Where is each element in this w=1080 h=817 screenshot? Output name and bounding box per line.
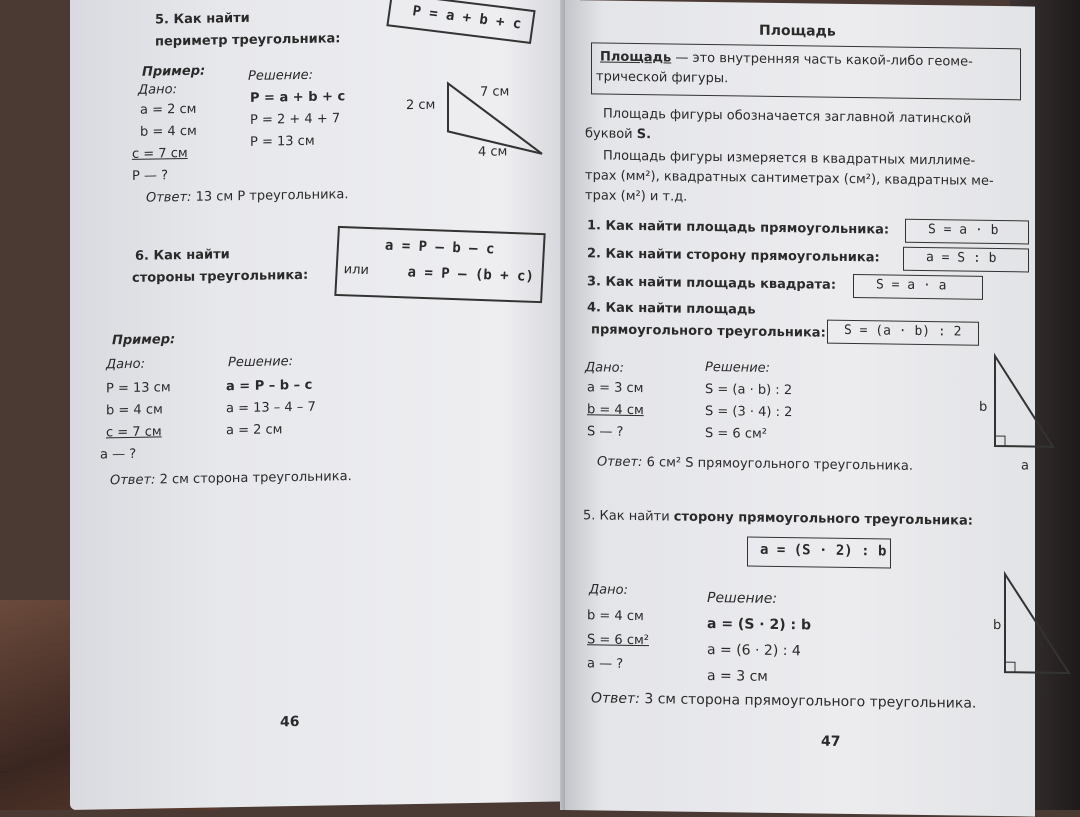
definition-bold: Площадь <box>600 49 672 66</box>
ex1-given-2: c = 7 см <box>132 145 188 162</box>
ex4-given-2: S — ? <box>587 424 624 440</box>
ex4-dano: Дано: <box>585 360 624 376</box>
ex4-reshenie: Решение: <box>705 359 771 376</box>
right-page <box>565 0 1051 817</box>
ex2-dano: Дано: <box>106 356 145 373</box>
ex4-given-0: a = 3 см <box>587 380 644 397</box>
side-formula-box <box>334 226 545 303</box>
list-formula-box-3 <box>853 274 983 300</box>
para1-line2 <box>585 126 651 142</box>
list-formula-2: a = S : b <box>926 250 997 267</box>
left-page <box>70 0 580 810</box>
ex1-given-1: b = 4 см <box>140 123 197 140</box>
perimeter-formula-box <box>386 0 535 44</box>
ex1-answer <box>146 187 348 206</box>
ex4-answer-label: Ответ: <box>597 454 643 471</box>
ex1-sol-1: P = 2 + 4 + 7 <box>250 111 341 128</box>
ex2-sol-2: a = 2 см <box>226 422 283 439</box>
ex5-given-1: S = 6 см² <box>587 632 649 649</box>
list-item-4a: 4. Как найти площадь <box>587 300 756 318</box>
ex1-primer: Пример: <box>142 63 206 80</box>
ex5-answer <box>591 690 976 711</box>
sec5-right-b: сторону прямоугольного треугольника: <box>673 509 973 529</box>
ex1-answer-text: 13 см P треугольника. <box>195 187 349 205</box>
side-formula-2: a = P – (b + c) <box>407 264 535 285</box>
sec6-title1: 6. Как найти <box>135 247 230 264</box>
sec5-title2: периметр треугольника: <box>155 31 341 50</box>
list-formula-3: S = a · a <box>876 277 947 294</box>
ex5-answer-label: Ответ: <box>591 690 640 708</box>
perimeter-formula: P = a + b + c <box>411 3 523 33</box>
definition-line1 <box>600 49 973 69</box>
ex5-sol-0: a = (S · 2) : b <box>707 615 811 634</box>
ex2-sol-1: a = 13 – 4 – 7 <box>226 399 316 417</box>
para1-bukvoi: буквой <box>585 126 633 142</box>
sec6-title2: стороны треугольника: <box>132 267 309 286</box>
ex4-answer-text: 6 см² S прямоугольного треугольника. <box>646 455 913 474</box>
side-formula-1: a = P – b – c <box>384 237 495 258</box>
ex5-dano: Дано: <box>589 582 628 598</box>
ex4-sol-0: S = (a · b) : 2 <box>705 381 793 399</box>
para2-line1: Площадь фигуры измеряется в квадратных миллиме- <box>603 148 976 169</box>
ex1-tri-bottom: 4 см <box>478 144 508 160</box>
ex2-primer: Пример: <box>112 332 176 349</box>
page-number-47: 47 <box>821 733 841 750</box>
ex4-sol-1: S = (3 · 4) : 2 <box>705 403 793 421</box>
ex5-answer-text: 3 см сторона прямоугольного треугольника. <box>644 691 977 712</box>
ex2-sol-0: a = P – b – c <box>226 377 313 395</box>
ex1-answer-label: Ответ: <box>146 189 192 206</box>
page-number-46: 46 <box>280 713 300 731</box>
list-item-2: 2. Как найти сторону прямоугольника: <box>587 246 880 266</box>
ex1-reshenie: Решение: <box>248 67 314 84</box>
ex1-given-0: a = 2 см <box>140 101 197 118</box>
ex2-given-0: P = 13 см <box>106 380 171 397</box>
ex2-answer <box>110 469 352 488</box>
list-item-3: 3. Как найти площадь квадрата: <box>587 274 837 293</box>
para2-line2: трах (мм²), квадратных сантиметрах (см²), квадратных ме- <box>585 168 994 189</box>
ex5-tri-a: a <box>1043 682 1051 698</box>
ex1-tri-top: 7 см <box>480 84 510 100</box>
list-item-1: 1. Как найти площадь прямоугольника: <box>587 218 890 238</box>
para1-line1: Площадь фигуры обозначается заглавной латинской <box>603 106 972 127</box>
para1-s: S. <box>636 127 652 143</box>
ex2-reshenie: Решение: <box>228 354 294 371</box>
right-title: Площадь <box>759 22 836 40</box>
list-formula-box-4 <box>827 320 979 346</box>
ex5-triangle <box>1003 566 1073 677</box>
ex5-given-0: b = 4 см <box>587 608 644 625</box>
sec5-right-a: 5. Как найти <box>583 508 670 525</box>
ex4-tri-a: a <box>1021 458 1029 474</box>
list-formula-4: S = (a · b) : 2 <box>844 322 962 340</box>
ex2-answer-label: Ответ: <box>110 472 156 489</box>
list-formula-box-1 <box>905 219 1029 245</box>
ex5-given-2: a — ? <box>587 656 624 672</box>
definition-box <box>591 42 1021 100</box>
ex2-given-2: c = 7 см <box>106 424 162 441</box>
para2-line3: трах (м²) и т.д. <box>585 188 688 205</box>
sec5-right-formula: a = (S · 2) : b <box>760 541 887 560</box>
ex4-triangle <box>993 346 1063 457</box>
ex5-sol-1: a = (6 · 2) : 4 <box>707 641 801 660</box>
ex4-given-1: b = 4 см <box>587 402 644 419</box>
ex2-given-1: b = 4 см <box>106 402 163 419</box>
side-formula-ili: или <box>343 262 370 279</box>
list-formula-1: S = a · b <box>928 222 999 239</box>
ex5-tri-b: b <box>993 617 1002 634</box>
ex2-given-3: a — ? <box>100 446 137 463</box>
ex4-sol-2: S = 6 см² <box>705 425 767 442</box>
list-formula-box-2 <box>903 247 1029 273</box>
ex4-tri-b: b <box>979 399 988 415</box>
definition-line2: трической фигуры. <box>596 69 729 87</box>
definition-text1: — это внутренняя часть какой-либо геоме- <box>675 50 973 70</box>
ex1-sol-0: P = a + b + c <box>250 89 346 106</box>
sec5-title1: 5. Как найти <box>155 10 250 28</box>
ex1-sol-2: P = 13 см <box>250 133 315 150</box>
ex2-answer-text: 2 см сторона треугольника. <box>159 469 352 488</box>
ex5-sol-2: a = 3 см <box>707 667 768 685</box>
ex1-dano: Дано: <box>138 82 177 98</box>
ex1-given-3: P — ? <box>132 168 169 184</box>
sec5-right-formula-box <box>747 537 891 569</box>
sec5-right-line <box>583 508 973 528</box>
ex5-reshenie: Решение: <box>707 589 778 607</box>
ex1-tri-left: 2 см <box>406 97 436 114</box>
list-item-4b: прямоугольного треугольника: <box>591 322 826 341</box>
ex4-answer <box>597 454 913 473</box>
